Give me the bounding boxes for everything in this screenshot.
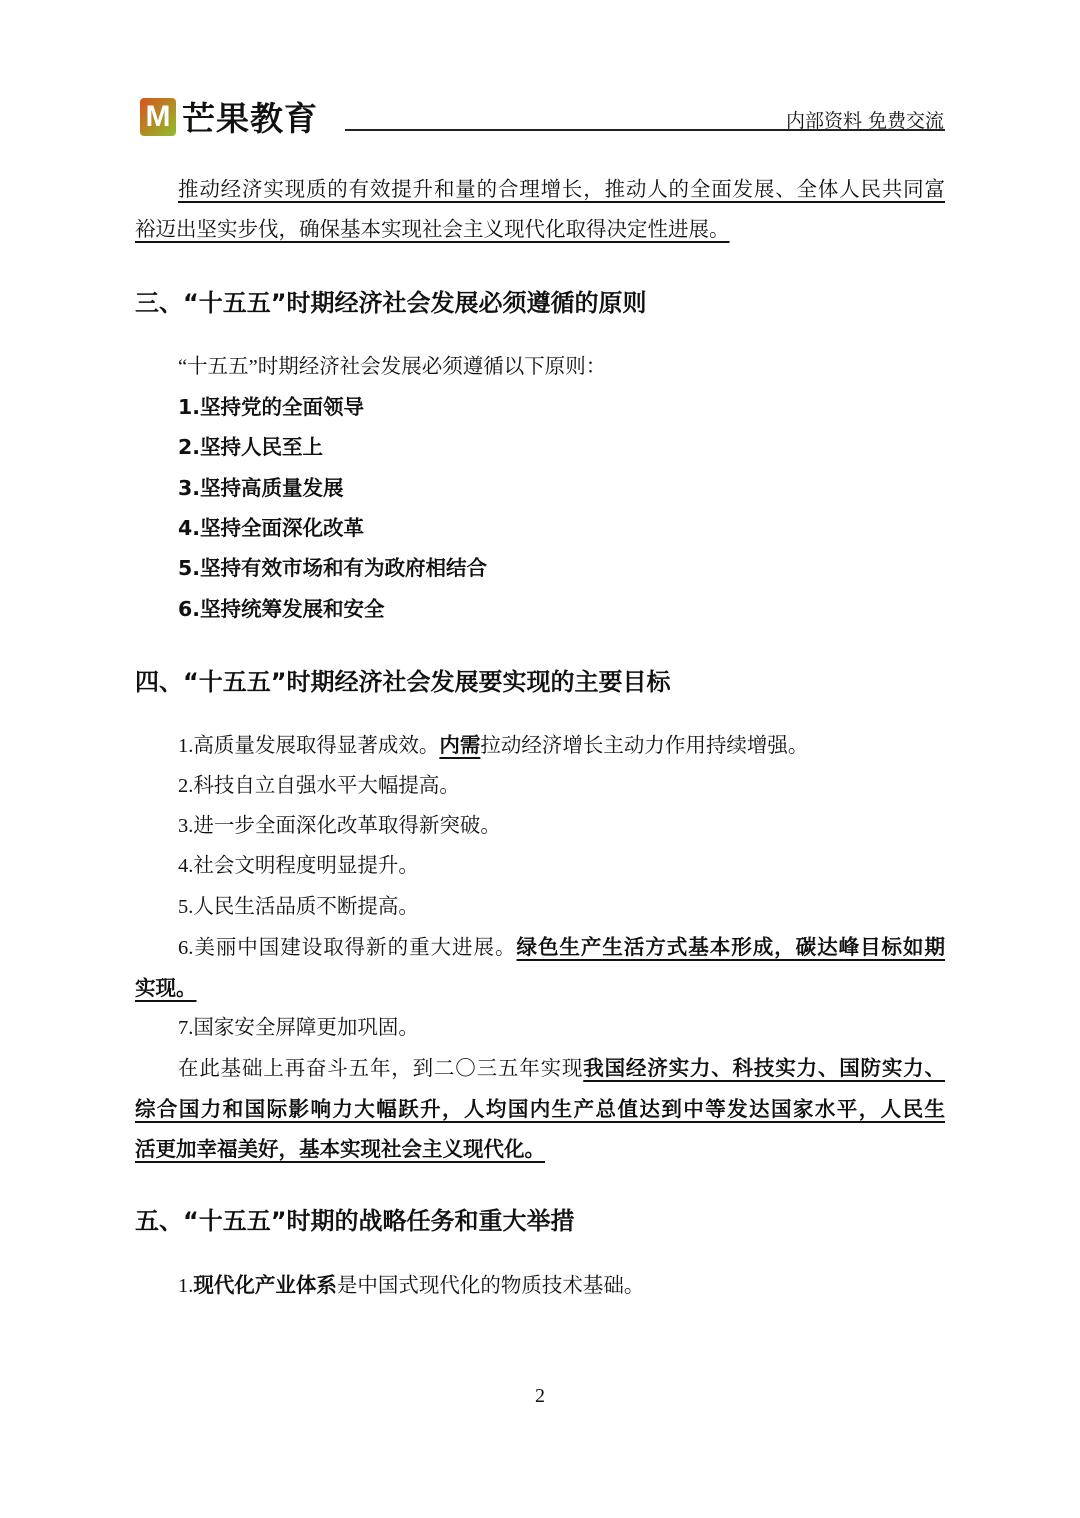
text-line: [178, 811, 501, 841]
section-heading: [135, 666, 671, 698]
logo: [140, 93, 318, 140]
emphasis-text: 我国经济实力、科技实力、国防实力、: [583, 1056, 946, 1080]
logo-text: 芒果教育: [182, 99, 318, 138]
emphasis-text: 4.坚持全面深化改革: [178, 516, 365, 540]
section-heading: [135, 287, 647, 319]
emphasis-text: 绿色生产生活方式基本形成，碳达峰目标如期: [516, 935, 946, 959]
text-segment: 1.: [178, 1275, 194, 1297]
emphasis-text: 2.坚持人民至上: [178, 435, 324, 459]
emphasis-text: 活更加幸福美好，基本实现社会主义现代化。: [135, 1137, 545, 1161]
text-line: [178, 352, 606, 382]
text-line: [135, 1134, 545, 1164]
text-segment: 4.社会文明程度明显提升。: [178, 855, 419, 877]
text-segment: 在此基础上再奋斗五年，到二〇三五年实现: [178, 1058, 584, 1080]
text-line: [178, 432, 323, 462]
text-segment: 2.科技自立自强水平大幅提高。: [178, 775, 460, 797]
text-segment: 裕迈出坚实步伐，确保基本实现社会主义现代化取得决定性进展。: [135, 219, 730, 241]
text-segment: 是中国式现代化的物质技术基础。: [336, 1275, 645, 1297]
header-note: 内部资料 免费交流: [785, 110, 944, 132]
text-segment: 四、“十五五”时期经济社会发展要实现的主要目标: [135, 668, 671, 696]
text-line: [178, 892, 419, 922]
text-line: [178, 730, 808, 760]
logo-mark: M: [140, 98, 176, 136]
text-line: [178, 594, 385, 624]
section-heading: [135, 1205, 575, 1237]
text-line: [178, 771, 460, 801]
emphasis-text: 现代化产业体系: [193, 1273, 337, 1297]
text-line: [178, 1270, 644, 1300]
text-segment: 拉动经济增长主动力作用持续增强。: [480, 735, 809, 757]
page-number: 2: [535, 1385, 545, 1407]
emphasis-text: 6.坚持统筹发展和安全: [178, 597, 385, 621]
emphasis-text: 1.坚持党的全面领导: [178, 395, 365, 419]
text-segment: 6.美丽中国建设取得新的重大进展。: [178, 937, 517, 959]
text-line: [135, 973, 197, 1003]
text-line: [135, 215, 730, 245]
text-line: [178, 851, 419, 881]
text-segment: 五、“十五五”时期的战略任务和重大举措: [135, 1207, 575, 1235]
text-segment: 5.人民生活品质不断提高。: [178, 896, 419, 918]
text-segment: 三、“十五五”时期经济社会发展必须遵循的原则: [135, 289, 647, 317]
emphasis-text: 3.坚持高质量发展: [178, 476, 344, 500]
text-line: [135, 1094, 945, 1124]
text-segment: 推动经济实现质的有效提升和量的合理增长，推动人的全面发展、全体人民共同富: [178, 179, 945, 201]
text-line: [178, 1013, 419, 1043]
emphasis-text: 内需: [439, 733, 481, 757]
text-segment: 7.国家安全屏障更加巩固。: [178, 1017, 419, 1039]
text-segment: “十五五”时期经济社会发展必须遵循以下原则：: [178, 356, 607, 378]
emphasis-text: 5.坚持有效市场和有为政府相结合: [178, 556, 488, 580]
text-line: [178, 932, 945, 962]
text-line: [178, 513, 364, 543]
text-line: [178, 553, 487, 583]
text-segment: 3.进一步全面深化改革取得新突破。: [178, 815, 501, 837]
text-line: [178, 473, 344, 503]
text-line: [178, 392, 364, 422]
text-line: [178, 175, 945, 205]
text-segment: 1.高质量发展取得显著成效。: [178, 735, 440, 757]
emphasis-text: 实现。: [135, 976, 197, 1000]
emphasis-text: 综合国力和国际影响力大幅跃升，人均国内生产总值达到中等发达国家水平，人民生: [135, 1097, 945, 1121]
text-line: [178, 1053, 945, 1083]
